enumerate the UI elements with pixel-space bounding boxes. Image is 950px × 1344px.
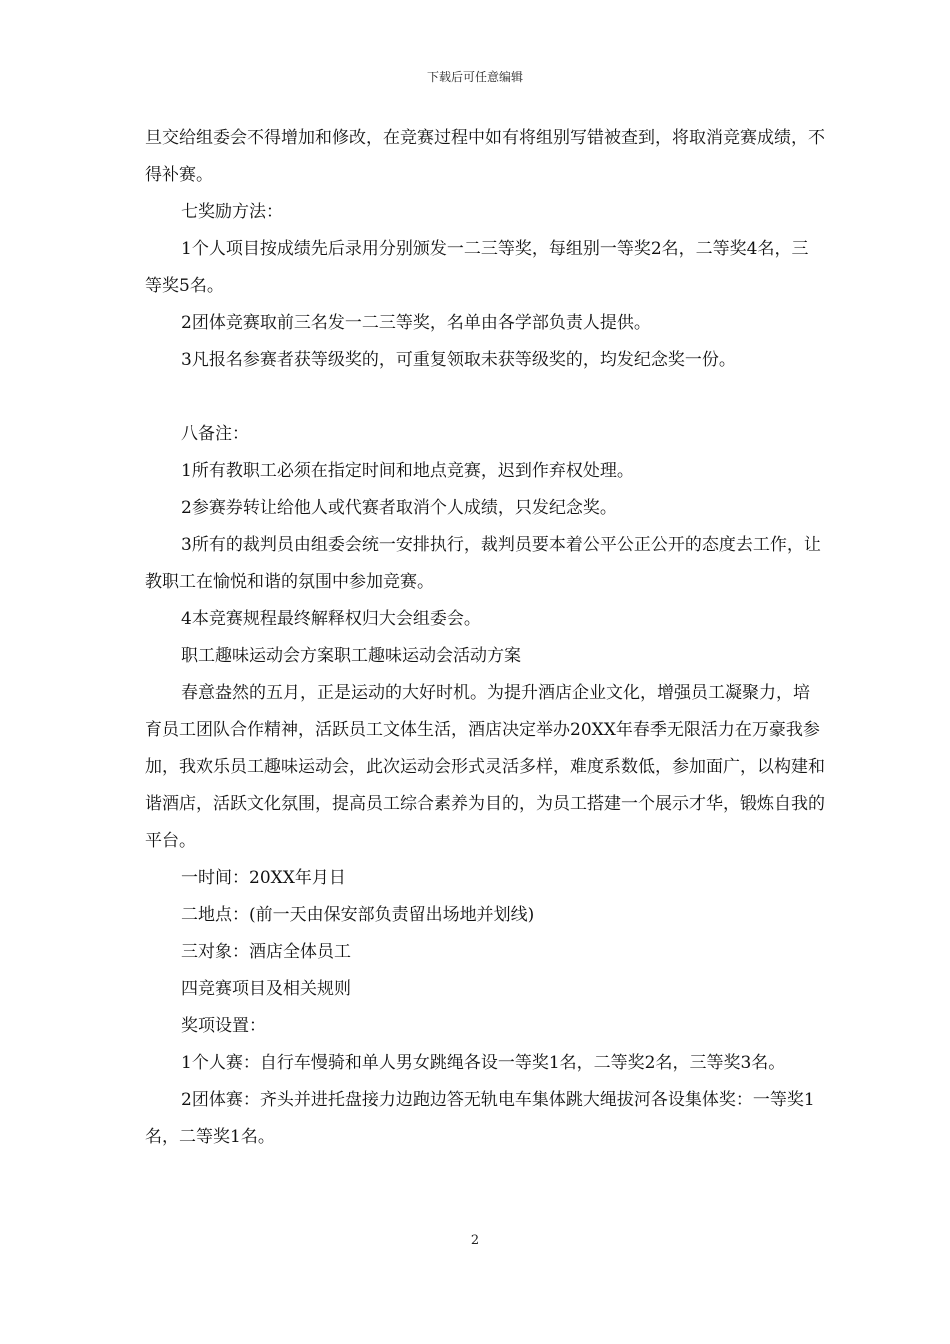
section-heading: 四竞赛项目及相关规则 <box>181 979 351 999</box>
paragraph: 一时间：20XX年月日 <box>181 868 346 888</box>
paragraph: 2参赛券转让给他人或代赛者取消个人成绩，只发纪念奖。 <box>181 498 617 518</box>
paragraph: 4本竞赛规程最终解释权归大会组委会。 <box>181 609 481 629</box>
section-heading: 八备注： <box>181 424 249 444</box>
paragraph: 1所有教职工必须在指定时间和地点竞赛，迟到作弃权处理。 <box>181 461 634 481</box>
paragraph: 三对象：酒店全体员工 <box>181 942 351 962</box>
section-heading: 七奖励方法： <box>181 202 283 222</box>
paragraph: 2团体赛：齐头并进托盘接力边跑边答无轨电车集体跳大绳拔河各设集体奖：一等奖1名，二等奖1名。 <box>145 1090 815 1147</box>
paragraph: 旦交给组委会不得增加和修改，在竞赛过程中如有将组别写错被查到，将取消竞赛成绩，不得补赛。 <box>145 128 825 185</box>
paragraph: 春意盎然的五月，正是运动的大好时机。为提升酒店企业文化，增强员工凝聚力，培育员工团队合作精神，活跃员工文体生活，酒店决定举办20XX年春季无限活力在万豪我参加，我欢乐员工趣味运动会，此次运动会形式灵活多样，难度系数低，参加面广，以构建和谐酒店，活跃文化氛围，提高员工综合素养为目的，为员工搭建一个展示才华，锻炼自我的平台。 <box>145 683 825 851</box>
paragraph: 1个人赛：自行车慢骑和单人男女跳绳各设一等奖1名，二等奖2名，三等奖3名。 <box>181 1053 786 1073</box>
document-body <box>145 120 825 1156</box>
paragraph: 2团体竞赛取前三名发一二三等奖，名单由各学部负责人提供。 <box>181 313 651 333</box>
paragraph: 3所有的裁判员由组委会统一安排执行，裁判员要本着公平公正公开的态度去工作，让教职工在愉悦和谐的氛围中参加竞赛。 <box>145 535 821 592</box>
paragraph: 3凡报名参赛者获等级奖的，可重复领取未获等级奖的，均发纪念奖一份。 <box>181 350 736 370</box>
paragraph: 奖项设置： <box>181 1016 266 1036</box>
document-title: 职工趣味运动会方案职工趣味运动会活动方案 <box>181 646 521 666</box>
paragraph: 二地点：(前一天由保安部负责留出场地并划线) <box>181 905 535 925</box>
paragraph: 1个人项目按成绩先后录用分别颁发一二三等奖，每组别一等奖2名，二等奖4名，三等奖5名。 <box>145 239 809 296</box>
blank-line <box>145 379 825 416</box>
page-number: 2 <box>470 1233 480 1248</box>
page-header: 下载后可任意编辑 <box>426 70 523 84</box>
